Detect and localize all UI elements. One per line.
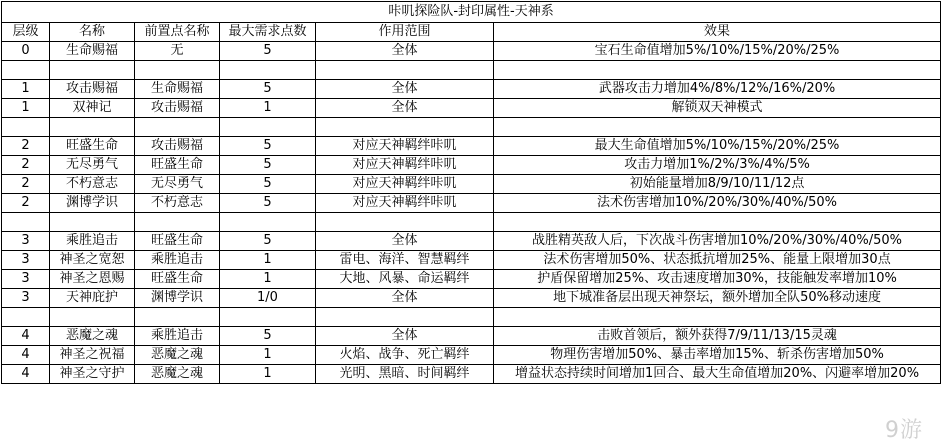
cell-effect: 初始能量增加8/9/10/11/12点 (494, 175, 941, 194)
header-max-points: 最大需求点数 (220, 23, 316, 42)
cell-level: 4 (2, 365, 50, 384)
cell-scope: 大地、风暴、命运羁绊 (316, 270, 494, 289)
cell-scope: 对应天神羁绊咔叽 (316, 194, 494, 213)
cell-prerequisite: 旺盛生命 (135, 156, 220, 175)
cell-effect: 护盾保留增加25%、攻击速度增加30%，技能触发率增加10% (494, 270, 941, 289)
cell-effect: 最大生命值增加5%/10%/15%/20%/25% (494, 137, 941, 156)
talent-table (1, 1, 941, 384)
empty-cell (316, 61, 494, 80)
cell-max-points: 1 (220, 251, 316, 270)
cell-prerequisite: 无 (135, 42, 220, 61)
cell-name: 神圣之祝福 (50, 346, 135, 365)
cell-level: 3 (2, 251, 50, 270)
cell-level: 2 (2, 156, 50, 175)
table-row (2, 327, 941, 346)
empty-cell (50, 213, 135, 232)
cell-effect: 解锁双天神模式 (494, 99, 941, 118)
cell-name: 天神庇护 (50, 289, 135, 308)
empty-cell (135, 308, 220, 327)
cell-prerequisite: 旺盛生命 (135, 270, 220, 289)
spacer-row (2, 213, 941, 232)
cell-level: 2 (2, 194, 50, 213)
cell-effect: 增益状态持续时间增加1回合、最大生命值增加20%、闪避率增加20% (494, 365, 941, 384)
empty-cell (135, 213, 220, 232)
cell-effect: 地下城准备层出现天神祭坛，额外增加全队50%移动速度 (494, 289, 941, 308)
cell-name: 渊博学识 (50, 194, 135, 213)
cell-prerequisite: 攻击赐福 (135, 99, 220, 118)
empty-cell (494, 118, 941, 137)
cell-scope: 对应天神羁绊咔叽 (316, 175, 494, 194)
cell-level: 3 (2, 289, 50, 308)
empty-cell (494, 213, 941, 232)
table-row (2, 251, 941, 270)
table-title: 咔叽探险队-封印属性-天神系 (2, 2, 941, 23)
cell-name: 双神记 (50, 99, 135, 118)
cell-prerequisite: 恶魔之魂 (135, 346, 220, 365)
cell-prerequisite: 恶魔之魂 (135, 365, 220, 384)
table-row (2, 194, 941, 213)
empty-cell (220, 213, 316, 232)
cell-scope: 雷电、海洋、智慧羁绊 (316, 251, 494, 270)
cell-level: 4 (2, 327, 50, 346)
table-row (2, 99, 941, 118)
cell-prerequisite: 乘胜追击 (135, 327, 220, 346)
cell-level: 4 (2, 346, 50, 365)
empty-cell (316, 308, 494, 327)
cell-scope: 火焰、战争、死亡羁绊 (316, 346, 494, 365)
header-row (2, 23, 941, 42)
empty-cell (2, 213, 50, 232)
empty-cell (220, 61, 316, 80)
empty-cell (316, 118, 494, 137)
cell-scope: 对应天神羁绊咔叽 (316, 156, 494, 175)
cell-name: 乘胜追击 (50, 232, 135, 251)
cell-name: 生命赐福 (50, 42, 135, 61)
table-row (2, 80, 941, 99)
cell-max-points: 5 (220, 194, 316, 213)
header-prerequisite: 前置点名称 (135, 23, 220, 42)
cell-scope: 全体 (316, 80, 494, 99)
cell-prerequisite: 生命赐福 (135, 80, 220, 99)
header-level: 层级 (2, 23, 50, 42)
cell-max-points: 1/0 (220, 289, 316, 308)
empty-cell (50, 118, 135, 137)
cell-level: 2 (2, 175, 50, 194)
cell-max-points: 1 (220, 365, 316, 384)
cell-max-points: 5 (220, 156, 316, 175)
cell-scope: 全体 (316, 42, 494, 61)
empty-cell (494, 61, 941, 80)
empty-cell (2, 308, 50, 327)
table-row (2, 365, 941, 384)
empty-cell (2, 118, 50, 137)
cell-name: 攻击赐福 (50, 80, 135, 99)
cell-max-points: 1 (220, 99, 316, 118)
cell-level: 3 (2, 270, 50, 289)
cell-scope: 全体 (316, 232, 494, 251)
spacer-row (2, 61, 941, 80)
table-row (2, 156, 941, 175)
cell-max-points: 5 (220, 137, 316, 156)
cell-name: 神圣之守护 (50, 365, 135, 384)
cell-name: 神圣之宽恕 (50, 251, 135, 270)
cell-prerequisite: 乘胜追击 (135, 251, 220, 270)
cell-effect: 法术伤害增加10%/20%/30%/40%/50% (494, 194, 941, 213)
cell-effect: 攻击力增加1%/2%/3%/4%/5% (494, 156, 941, 175)
cell-prerequisite: 攻击赐福 (135, 137, 220, 156)
table-row (2, 346, 941, 365)
cell-effect: 宝石生命值增加5%/10%/15%/20%/25% (494, 42, 941, 61)
cell-scope: 光明、黑暗、时间羁绊 (316, 365, 494, 384)
title-row (2, 2, 941, 23)
cell-effect: 法术伤害增加50%、状态抵抗增加25%、能量上限增加30点 (494, 251, 941, 270)
empty-cell (316, 213, 494, 232)
spacer-row (2, 118, 941, 137)
empty-cell (135, 118, 220, 137)
table-row (2, 175, 941, 194)
watermark-logo: 9游 (885, 418, 923, 443)
cell-name: 不朽意志 (50, 175, 135, 194)
table-row (2, 270, 941, 289)
cell-name: 神圣之恩赐 (50, 270, 135, 289)
header-scope: 作用范围 (316, 23, 494, 42)
cell-effect: 战胜精英敌人后，下次战斗伤害增加10%/20%/30%/40%/50% (494, 232, 941, 251)
cell-effect: 物理伤害增加50%、暴击率增加15%、斩杀伤害增加50% (494, 346, 941, 365)
cell-max-points: 5 (220, 80, 316, 99)
cell-max-points: 5 (220, 327, 316, 346)
cell-prerequisite: 无尽勇气 (135, 175, 220, 194)
cell-name: 恶魔之魂 (50, 327, 135, 346)
cell-effect: 击败首领后，额外获得7/9/11/13/15灵魂 (494, 327, 941, 346)
cell-max-points: 5 (220, 175, 316, 194)
cell-prerequisite: 渊博学识 (135, 289, 220, 308)
table-row (2, 289, 941, 308)
table-row (2, 137, 941, 156)
cell-prerequisite: 不朽意志 (135, 194, 220, 213)
header-effect: 效果 (494, 23, 941, 42)
table-row (2, 42, 941, 61)
cell-level: 2 (2, 137, 50, 156)
empty-cell (220, 118, 316, 137)
cell-scope: 全体 (316, 327, 494, 346)
cell-max-points: 5 (220, 232, 316, 251)
empty-cell (50, 61, 135, 80)
cell-max-points: 1 (220, 346, 316, 365)
cell-scope: 对应天神羁绊咔叽 (316, 137, 494, 156)
cell-max-points: 1 (220, 270, 316, 289)
cell-name: 旺盛生命 (50, 137, 135, 156)
cell-effect: 武器攻击力增加4%/8%/12%/16%/20% (494, 80, 941, 99)
cell-scope: 全体 (316, 289, 494, 308)
empty-cell (50, 308, 135, 327)
cell-scope: 全体 (316, 99, 494, 118)
cell-name: 无尽勇气 (50, 156, 135, 175)
cell-level: 0 (2, 42, 50, 61)
empty-cell (220, 308, 316, 327)
header-name: 名称 (50, 23, 135, 42)
cell-max-points: 5 (220, 42, 316, 61)
cell-level: 3 (2, 232, 50, 251)
cell-level: 1 (2, 99, 50, 118)
cell-level: 1 (2, 80, 50, 99)
table-row (2, 232, 941, 251)
cell-prerequisite: 旺盛生命 (135, 232, 220, 251)
empty-cell (2, 61, 50, 80)
empty-cell (494, 308, 941, 327)
spacer-row (2, 308, 941, 327)
empty-cell (135, 61, 220, 80)
